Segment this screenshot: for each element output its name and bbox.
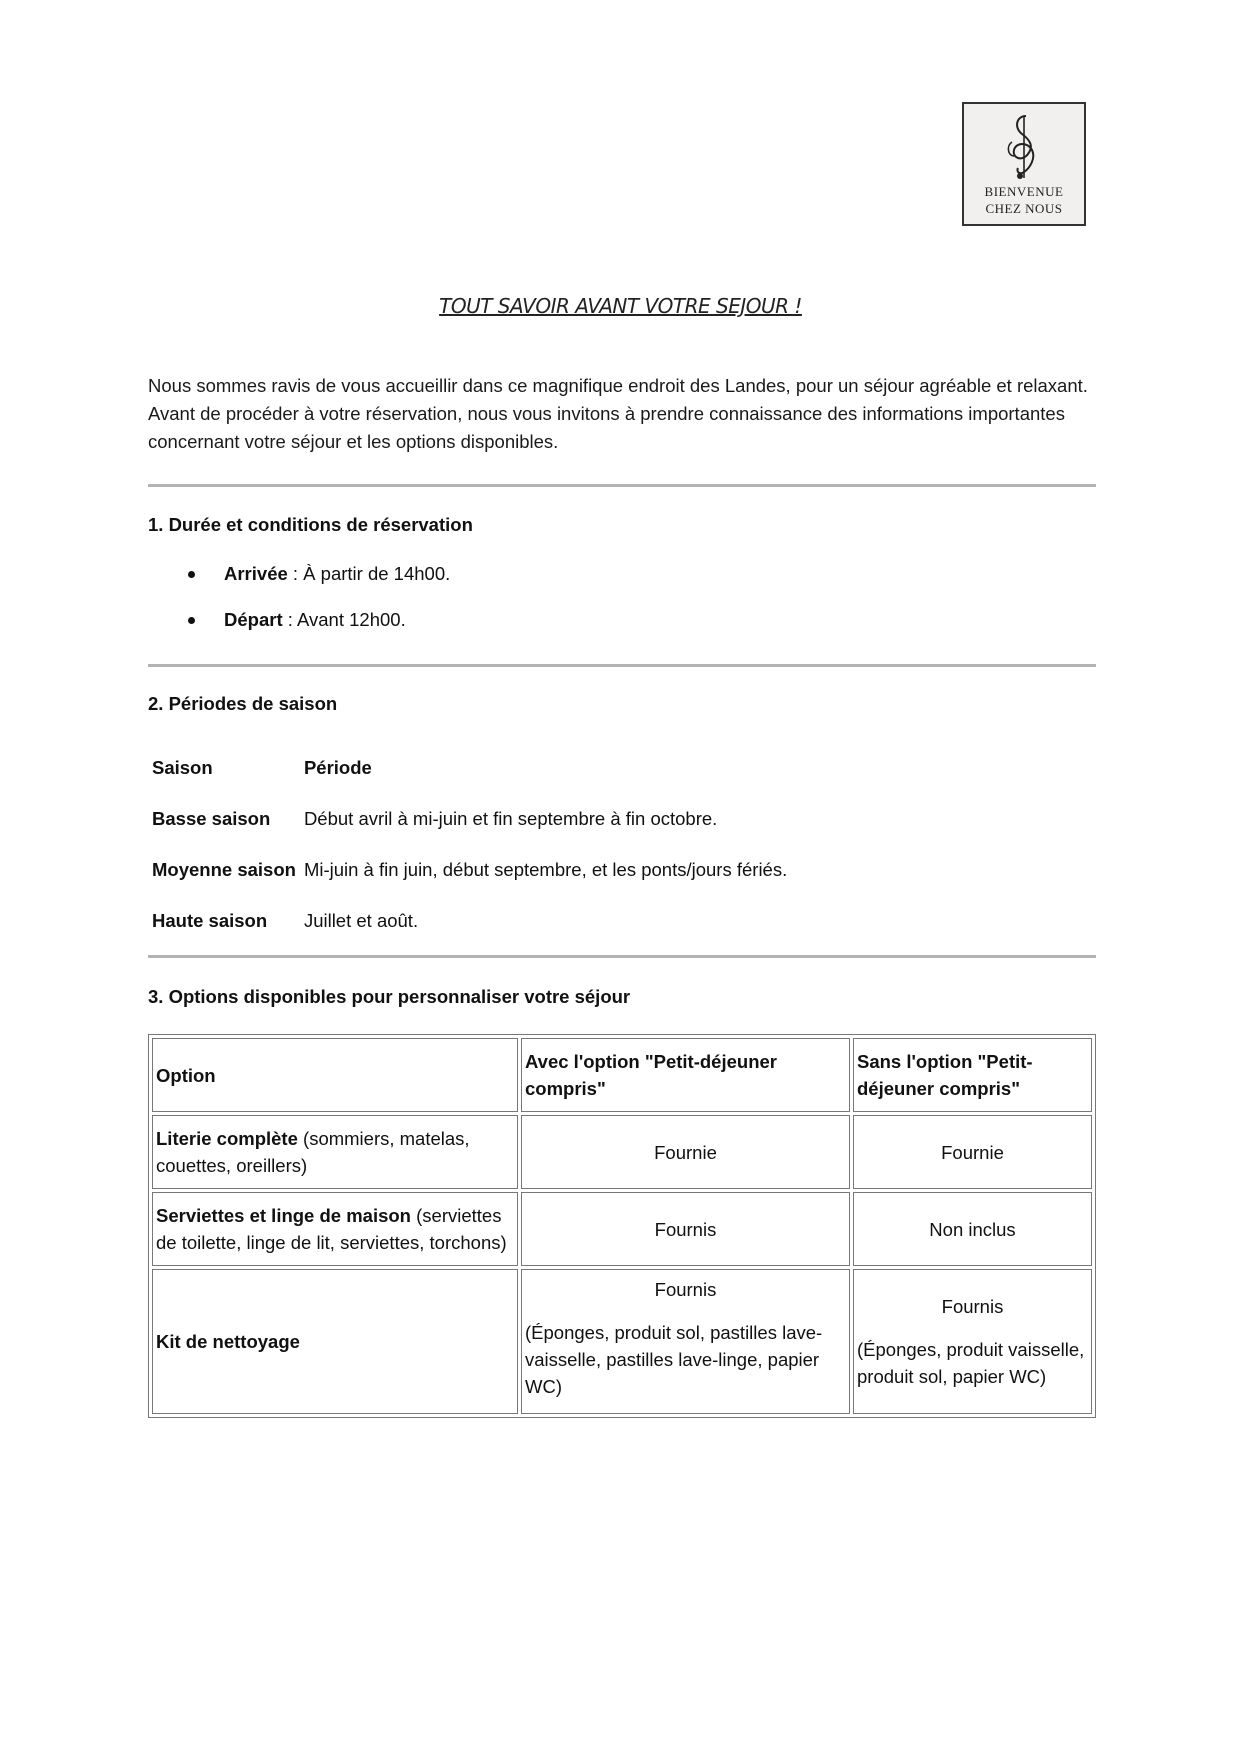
option-detail: (serviettes de toilette, linge de lit, serviettes, torchons) xyxy=(156,1205,507,1253)
option-name-cell xyxy=(152,1192,518,1266)
departure-label: Départ xyxy=(224,609,283,630)
season-period: Mi-juin à fin juin, début septembre, et les ponts/jours fériés. xyxy=(303,858,788,880)
season-table xyxy=(148,742,791,946)
option-column-header: Option xyxy=(152,1038,518,1112)
with-breakfast-cell xyxy=(521,1269,850,1414)
table-row xyxy=(152,1269,1092,1414)
season-column-header: Saison xyxy=(152,756,213,778)
options-table xyxy=(148,1034,1096,1418)
with-breakfast-column-header: Avec l'option "Petit-déjeuner compris" xyxy=(521,1038,850,1112)
table-row xyxy=(148,844,791,895)
section-divider xyxy=(148,664,1096,667)
with-breakfast-value: Fournie xyxy=(521,1115,850,1189)
logo-line-1: BIENVENUE xyxy=(984,184,1064,199)
season-name: Basse saison xyxy=(152,807,271,829)
section-3-heading: 3. Options disponibles pour personnaliser votre séjour xyxy=(148,986,631,1007)
season-name: Moyenne saison xyxy=(152,858,296,880)
table-row xyxy=(148,793,791,844)
with-breakfast-value: Fournis xyxy=(521,1192,850,1266)
section-1-heading: 1. Durée et conditions de réservation xyxy=(148,514,473,535)
season-period: Juillet et août. xyxy=(303,909,419,931)
period-column-header: Période xyxy=(303,756,372,778)
logo-line-2: CHEZ NOUS xyxy=(985,201,1063,216)
section-divider xyxy=(148,955,1096,958)
bullet-icon xyxy=(188,617,195,624)
with-breakfast-value: Fournis xyxy=(654,1279,717,1300)
table-header-row xyxy=(152,1038,1092,1112)
without-breakfast-column-header: Sans l'option "Petit-déjeuner compris" xyxy=(853,1038,1092,1112)
season-period: Début avril à mi-juin et fin septembre à fin octobre. xyxy=(303,807,718,829)
option-name-cell xyxy=(152,1269,518,1414)
with-breakfast-detail: (Éponges, produit sol, pastilles lave-vaisselle, pastilles lave-linge, papier WC) xyxy=(525,1322,823,1397)
without-breakfast-value: Fournis xyxy=(941,1296,1004,1317)
table-header-row xyxy=(148,742,791,793)
option-name: Literie complète xyxy=(156,1128,298,1149)
arrival-text: : À partir de 14h00. xyxy=(287,563,451,584)
bullet-icon xyxy=(188,571,195,578)
list-item-arrival xyxy=(148,560,450,606)
without-breakfast-cell xyxy=(853,1269,1092,1414)
without-breakfast-value: Fournie xyxy=(853,1115,1092,1189)
option-detail: (sommiers, matelas, couettes, oreillers) xyxy=(156,1128,470,1176)
section-divider xyxy=(148,484,1096,487)
list-item-departure xyxy=(148,606,450,652)
departure-text: : Avant 12h00. xyxy=(282,609,406,630)
treble-clef-monogram-icon xyxy=(994,112,1054,182)
logo xyxy=(962,102,1086,226)
section-2-heading: 2. Périodes de saison xyxy=(148,693,338,714)
page-title: TOUT SAVOIR AVANT VOTRE SEJOUR ! xyxy=(439,294,802,318)
table-row xyxy=(148,895,791,946)
table-row xyxy=(152,1192,1092,1266)
option-name: Kit de nettoyage xyxy=(156,1331,300,1352)
season-name: Haute saison xyxy=(152,909,268,931)
without-breakfast-value: Non inclus xyxy=(853,1192,1092,1266)
arrival-departure-list xyxy=(148,560,450,652)
option-name: Serviettes et linge de maison xyxy=(156,1205,411,1226)
option-name-cell xyxy=(152,1115,518,1189)
without-breakfast-detail: (Éponges, produit vaisselle, produit sol, papier WC) xyxy=(857,1339,1085,1387)
intro-paragraph: Nous sommes ravis de vous accueillir dans ce magnifique endroit des Landes, pour un séjour agréable et relaxant. Avant de procéder à votre réservation, nous vous invitons à prendre connaissance des informations importantes concernant votre séjour et les options disponibles. xyxy=(148,375,1088,452)
arrival-label: Arrivée xyxy=(224,563,288,584)
table-row xyxy=(152,1115,1092,1189)
